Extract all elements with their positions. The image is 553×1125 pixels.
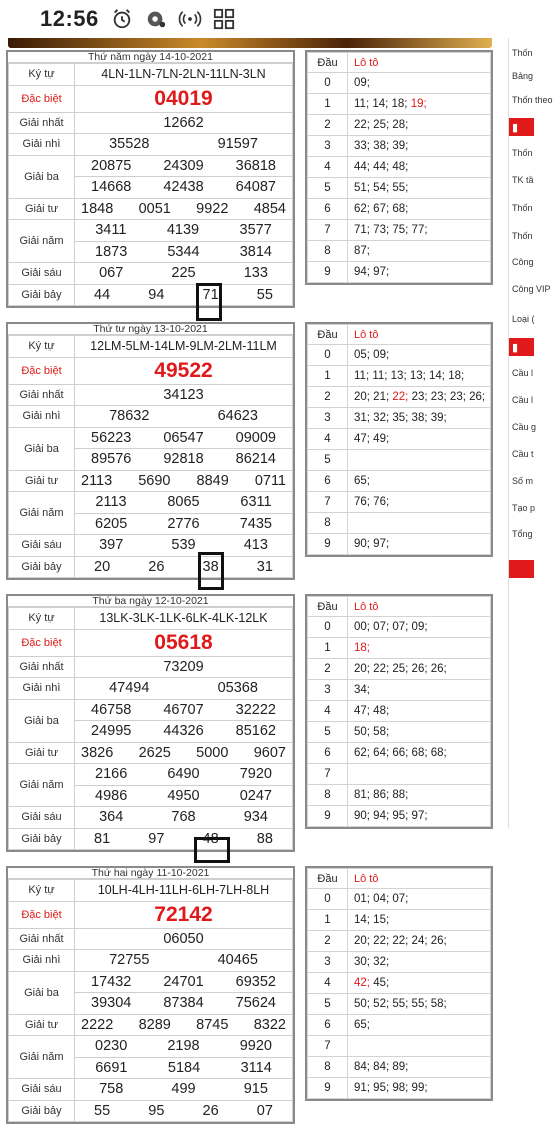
seventh-prize: 38	[202, 558, 219, 575]
fourth-prize: 5690	[138, 472, 171, 489]
dau-digit: 4	[308, 429, 348, 450]
label-giai-nhat: Giải nhất	[9, 656, 75, 678]
loto-numbers: 50; 58;	[354, 726, 390, 738]
third-prize: 17432	[91, 973, 132, 990]
dau-digit: 1	[308, 910, 348, 931]
second-prize: 72755	[109, 952, 150, 969]
dau-digit: 0	[308, 889, 348, 910]
first-prize: 06050	[75, 928, 293, 950]
fifth-prize: 6490	[167, 766, 200, 783]
seventh-prize: 81	[94, 830, 111, 847]
dau-digit: 5	[308, 994, 348, 1015]
third-prize: 14668	[91, 179, 132, 196]
sidebar-link[interactable]: Cầu g	[512, 422, 537, 432]
fifth-prize: 3814	[239, 243, 272, 260]
second-prize: 78632	[109, 408, 150, 425]
loto-numbers: 23; 23; 23; 26;	[408, 391, 486, 403]
users-icon	[509, 560, 534, 578]
seventh-prize: 97	[148, 830, 165, 847]
loto-numbers: 20; 21;	[354, 391, 393, 403]
seventh-prize: 26	[148, 558, 165, 575]
loto-header: Lô tô	[348, 869, 491, 889]
loto-numbers: 71; 73; 75; 77;	[354, 224, 428, 236]
fifth-prize: 6205	[95, 515, 128, 532]
dau-digit: 9	[308, 1078, 348, 1099]
seventh-prize: 20	[94, 558, 111, 575]
sixth-prize: 413	[243, 537, 268, 554]
loto-numbers: 00; 07; 07; 09;	[354, 621, 428, 633]
clock: 12:56	[40, 6, 99, 31]
fifth-prize: 6311	[240, 494, 272, 511]
alarm-icon	[111, 8, 133, 30]
sidebar-link[interactable]: TK tầ	[512, 175, 534, 185]
loto-numbers: 11; 11; 13; 13; 14; 18;	[354, 370, 465, 382]
label-giai-nhi: Giải nhì	[9, 134, 75, 156]
special-prize: 72142	[75, 901, 293, 928]
dau-digit: 7	[308, 492, 348, 513]
highlight-box	[194, 837, 230, 863]
third-prize: 46707	[163, 701, 204, 718]
loto-numbers: 05; 09;	[354, 349, 390, 361]
special-prize: 04019	[75, 85, 293, 112]
dau-digit: 0	[308, 73, 348, 94]
dau-digit: 2	[308, 931, 348, 952]
dau-digit: 2	[308, 115, 348, 136]
second-prize: 91597	[217, 136, 258, 153]
third-prize: 64087	[235, 179, 276, 196]
loto-numbers: 62; 67; 68;	[354, 203, 409, 215]
seventh-prize: 26	[202, 1102, 219, 1119]
loto-numbers: 22; 25; 28;	[354, 119, 409, 131]
loto-numbers: 76; 76;	[354, 496, 390, 508]
dau-digit: 7	[308, 1036, 348, 1057]
label-giai-ba: Giải ba	[9, 699, 75, 742]
result-table	[6, 322, 295, 580]
first-prize: 34123	[75, 384, 293, 406]
label-giai-sau: Giải sáu	[9, 535, 75, 557]
ky-tu-value: 10LH-4LH-11LH-6LH-7LH-8LH	[75, 880, 293, 902]
dau-digit: 0	[308, 345, 348, 366]
second-prize: 64623	[217, 408, 258, 425]
sidebar-link[interactable]: Loại (	[512, 314, 535, 324]
first-prize: 12662	[75, 112, 293, 134]
loto-numbers: 11; 14; 18;	[354, 98, 411, 110]
third-prize: 87384	[163, 995, 204, 1012]
sidebar-link[interactable]: Công	[512, 257, 534, 267]
label-giai-bay: Giải bảy	[9, 1100, 75, 1122]
dau-digit: 3	[308, 952, 348, 973]
label-dac-biet: Đặc biệt	[9, 85, 75, 112]
dau-digit: 4	[308, 973, 348, 994]
dau-header: Đầu	[308, 53, 348, 73]
seventh-prize: 95	[148, 1102, 165, 1119]
sidebar-link[interactable]: Cầu l	[512, 395, 534, 405]
label-dac-biet: Đặc biệt	[9, 901, 75, 928]
dau-digit: 9	[308, 806, 348, 827]
label-ky-tu: Ký tự	[9, 336, 75, 358]
label-giai-sau: Giải sáu	[9, 807, 75, 829]
sixth-prize: 364	[99, 809, 124, 826]
fourth-prize: 0051	[138, 200, 171, 217]
second-prize: 47494	[109, 680, 150, 697]
label-giai-ba: Giải ba	[9, 971, 75, 1014]
dau-digit: 6	[308, 743, 348, 764]
loto-table	[305, 866, 493, 1101]
fifth-prize: 5344	[167, 243, 200, 260]
sixth-prize: 133	[243, 265, 268, 282]
seventh-prize: 48	[202, 830, 219, 847]
fifth-prize: 2166	[95, 766, 128, 783]
third-prize: 20875	[91, 157, 132, 174]
sidebar-menu	[508, 38, 553, 828]
ky-tu-value: 13LK-3LK-1LK-6LK-4LK-12LK	[75, 608, 293, 630]
dau-digit: 8	[308, 785, 348, 806]
highlight-box	[196, 283, 222, 321]
dau-header: Đầu	[308, 325, 348, 345]
dau-header: Đầu	[308, 869, 348, 889]
loto-numbers: 50; 52; 55; 55; 58;	[354, 998, 447, 1010]
label-giai-nhat: Giải nhất	[9, 928, 75, 950]
sidebar-section-header	[509, 338, 534, 356]
sixth-prize: 915	[243, 1081, 268, 1098]
loto-numbers: 65;	[354, 475, 370, 487]
seventh-prize: 31	[256, 558, 273, 575]
dau-digit: 5	[308, 722, 348, 743]
dau-digit: 0	[308, 617, 348, 638]
ky-tu-value: 4LN-1LN-7LN-2LN-11LN-3LN	[75, 64, 293, 86]
label-giai-bay: Giải bảy	[9, 284, 75, 306]
sixth-prize: 768	[171, 809, 196, 826]
label-giai-nhi: Giải nhì	[9, 950, 75, 972]
dau-digit: 1	[308, 366, 348, 387]
first-prize: 73209	[75, 656, 293, 678]
dau-digit: 4	[308, 701, 348, 722]
draw-date: Thứ hai ngày 11-10-2021	[8, 868, 293, 879]
seventh-prize: 55	[94, 1102, 111, 1119]
dau-digit: 6	[308, 199, 348, 220]
third-prize: 69352	[235, 973, 276, 990]
draw-date: Thứ năm ngày 14-10-2021	[8, 52, 293, 63]
fifth-prize: 4986	[95, 787, 128, 804]
seventh-prize: 71	[202, 286, 219, 303]
loto-numbers: 81; 86; 88;	[354, 789, 409, 801]
sidebar-link[interactable]: Cầu l	[512, 368, 534, 378]
seventh-prize: 07	[256, 1102, 273, 1119]
fifth-prize: 3577	[239, 222, 272, 239]
seventh-prize: 88	[256, 830, 273, 847]
sidebar-link[interactable]: Thốn	[512, 203, 533, 213]
chart-icon: ▮	[512, 122, 519, 134]
special-prize: 05618	[75, 629, 293, 656]
sidebar-link[interactable]: Bảng	[512, 71, 534, 81]
dau-digit: 9	[308, 534, 348, 555]
loto-numbers: 87;	[354, 245, 370, 257]
loto-numbers: 42;	[354, 977, 370, 989]
fourth-prize: 0711	[254, 472, 286, 489]
fifth-prize: 4139	[166, 222, 200, 239]
fifth-prize: 9920	[239, 1038, 272, 1055]
loto-table	[305, 594, 493, 829]
label-giai-tu: Giải tư	[9, 198, 75, 220]
third-prize: 75624	[235, 995, 276, 1012]
dau-header: Đầu	[308, 597, 348, 617]
label-giai-nhat: Giải nhất	[9, 384, 75, 406]
dau-digit: 3	[308, 408, 348, 429]
label-giai-bay: Giải bảy	[9, 556, 75, 578]
dau-digit: 1	[308, 94, 348, 115]
fourth-prize: 4854	[253, 200, 286, 217]
loto-numbers: 19;	[410, 98, 427, 110]
dau-digit: 5	[308, 450, 348, 471]
ky-tu-value: 12LM-5LM-14LM-9LM-2LM-11LM	[75, 336, 293, 358]
dau-digit: 3	[308, 680, 348, 701]
draw-date: Thứ ba ngày 12-10-2021	[8, 596, 293, 607]
label-ky-tu: Ký tự	[9, 64, 75, 86]
loto-header: Lô tô	[348, 325, 491, 345]
sidebar-link[interactable]: Thốn	[512, 148, 533, 158]
dau-digit: 6	[308, 1015, 348, 1036]
fourth-prize: 9607	[253, 744, 286, 761]
fourth-prize: 9922	[196, 200, 229, 217]
fourth-prize: 1848	[81, 200, 114, 217]
label-giai-nam: Giải năm	[9, 1036, 75, 1079]
seventh-prize: 44	[94, 286, 111, 303]
loto-header: Lô tô	[348, 53, 491, 73]
third-prize: 24701	[163, 973, 204, 990]
label-giai-nam: Giải năm	[9, 492, 75, 535]
sidebar-link[interactable]: Tổng	[512, 529, 533, 539]
loto-numbers: 47; 49;	[354, 433, 390, 445]
dau-digit: 2	[308, 659, 348, 680]
fifth-prize: 5184	[167, 1059, 201, 1076]
third-prize: 36818	[235, 157, 276, 174]
label-giai-ba: Giải ba	[9, 427, 75, 470]
draw-date: Thứ tư ngày 13-10-2021	[8, 324, 293, 335]
seventh-prize: 55	[256, 286, 273, 303]
loto-numbers: 44; 44; 48;	[354, 161, 409, 173]
label-ky-tu: Ký tự	[9, 880, 75, 902]
fifth-prize: 3411	[95, 222, 127, 239]
label-giai-tu: Giải tư	[9, 742, 75, 764]
third-prize: 24309	[163, 157, 204, 174]
third-prize: 09009	[235, 429, 276, 446]
hotspot-icon	[179, 8, 201, 30]
third-prize: 42438	[163, 179, 204, 196]
loto-numbers: 90; 97;	[354, 538, 390, 550]
dau-digit: 3	[308, 136, 348, 157]
seventh-prize: 94	[148, 286, 165, 303]
loto-numbers: 01; 04; 07;	[354, 893, 409, 905]
fifth-prize: 2113	[95, 494, 127, 511]
fifth-prize: 2776	[167, 515, 200, 532]
loto-numbers: 62; 64; 66; 68; 68;	[354, 747, 447, 759]
third-prize: 56223	[91, 429, 132, 446]
label-dac-biet: Đặc biệt	[9, 629, 75, 656]
highlight-box	[198, 552, 224, 590]
loto-numbers: 09;	[354, 77, 370, 89]
loto-numbers: 90; 94; 95; 97;	[354, 810, 428, 822]
loto-numbers: 91; 95; 98; 99;	[354, 1082, 428, 1094]
dau-digit: 8	[308, 1057, 348, 1078]
dau-digit: 4	[308, 157, 348, 178]
fourth-prize: 8745	[196, 1016, 229, 1033]
sidebar-link[interactable]: Công VIP	[512, 284, 551, 294]
loto-numbers: 47; 48;	[354, 705, 390, 717]
loto-numbers: 84; 84; 89;	[354, 1061, 409, 1073]
fifth-prize: 4950	[167, 787, 200, 804]
sixth-prize: 499	[171, 1081, 196, 1098]
fifth-prize: 7435	[239, 515, 272, 532]
third-prize: 32222	[235, 701, 276, 718]
label-giai-tu: Giải tư	[9, 1014, 75, 1036]
sync-icon	[145, 8, 167, 30]
loto-numbers: 51; 54; 55;	[354, 182, 409, 194]
sidebar-link[interactable]: Cầu t	[512, 449, 534, 459]
label-giai-nhat: Giải nhất	[9, 112, 75, 134]
fifth-prize: 1873	[95, 243, 128, 260]
dau-digit: 8	[308, 513, 348, 534]
chart-icon: ▮	[512, 342, 519, 354]
third-prize: 86214	[235, 451, 276, 468]
fifth-prize: 7920	[239, 766, 272, 783]
label-giai-nhi: Giải nhì	[9, 678, 75, 700]
fifth-prize: 0230	[95, 1038, 128, 1055]
dau-digit: 2	[308, 387, 348, 408]
fourth-prize: 2113	[81, 472, 113, 489]
dau-digit: 9	[308, 262, 348, 283]
loto-numbers: 65;	[354, 1019, 370, 1031]
loto-numbers: 30; 32;	[354, 956, 390, 968]
label-giai-bay: Giải bảy	[9, 828, 75, 850]
label-giai-sau: Giải sáu	[9, 1079, 75, 1101]
sidebar-link[interactable]: Thốn theo	[512, 95, 553, 105]
label-ky-tu: Ký tự	[9, 608, 75, 630]
dau-digit: 6	[308, 471, 348, 492]
result-table	[6, 50, 295, 308]
fifth-prize: 6691	[95, 1059, 128, 1076]
third-prize: 92818	[163, 451, 204, 468]
label-giai-tu: Giải tư	[9, 470, 75, 492]
top-banner	[8, 38, 492, 48]
label-giai-sau: Giải sáu	[9, 263, 75, 285]
sidebar-link[interactable]: Số m	[512, 476, 534, 486]
fourth-prize: 3826	[81, 744, 114, 761]
sixth-prize: 225	[171, 265, 196, 282]
second-prize: 35528	[109, 136, 150, 153]
fourth-prize: 8849	[196, 472, 229, 489]
third-prize: 46758	[91, 701, 132, 718]
dau-digit: 7	[308, 764, 348, 785]
status-bar	[0, 0, 533, 38]
sidebar-link[interactable]: Thốn	[512, 48, 533, 58]
fifth-prize: 8065	[167, 494, 200, 511]
fourth-prize: 2625	[138, 744, 171, 761]
second-prize: 40465	[217, 952, 258, 969]
loto-numbers: 33; 38; 39;	[354, 140, 409, 152]
apps-grid-icon	[213, 8, 235, 30]
third-prize: 06547	[163, 429, 204, 446]
sidebar-link[interactable]: Thốn	[512, 231, 533, 241]
sixth-prize: 397	[99, 537, 124, 554]
loto-numbers: 31; 32; 35; 38; 39;	[354, 412, 447, 424]
label-giai-nam: Giải năm	[9, 220, 75, 263]
sidebar-section-header	[509, 118, 534, 136]
label-giai-ba: Giải ba	[9, 155, 75, 198]
sixth-prize: 067	[99, 265, 124, 282]
sixth-prize: 758	[99, 1081, 124, 1098]
fourth-prize: 5000	[196, 744, 229, 761]
sixth-prize: 539	[171, 537, 196, 554]
loto-numbers: 14; 15;	[354, 914, 390, 926]
loto-numbers: 94; 97;	[354, 266, 390, 278]
sixth-prize: 934	[243, 809, 268, 826]
loto-numbers: 20; 22; 25; 26; 26;	[354, 663, 447, 675]
third-prize: 39304	[91, 995, 132, 1012]
sidebar-link[interactable]: Tạo p	[512, 503, 536, 513]
loto-table	[305, 322, 493, 557]
special-prize: 49522	[75, 357, 293, 384]
loto-numbers: 18;	[354, 642, 370, 654]
label-giai-nhi: Giải nhì	[9, 406, 75, 428]
label-dac-biet: Đặc biệt	[9, 357, 75, 384]
result-table	[6, 866, 295, 1124]
third-prize: 44326	[163, 723, 204, 740]
fourth-prize: 2222	[81, 1016, 114, 1033]
loto-table	[305, 50, 493, 285]
dau-digit: 8	[308, 241, 348, 262]
third-prize: 24995	[91, 723, 132, 740]
fourth-prize: 8322	[253, 1016, 286, 1033]
fifth-prize: 0247	[239, 787, 272, 804]
label-giai-nam: Giải năm	[9, 764, 75, 807]
dau-digit: 5	[308, 178, 348, 199]
fifth-prize: 2198	[167, 1038, 200, 1055]
loto-numbers: 34;	[354, 684, 370, 696]
loto-numbers: 45;	[370, 977, 390, 989]
dau-digit: 1	[308, 638, 348, 659]
fifth-prize: 3114	[240, 1059, 272, 1076]
loto-numbers: 22;	[392, 391, 409, 403]
dau-digit: 7	[308, 220, 348, 241]
third-prize: 89576	[91, 451, 132, 468]
fourth-prize: 8289	[138, 1016, 171, 1033]
loto-numbers: 20; 22; 22; 24; 26;	[354, 935, 447, 947]
loto-header: Lô tô	[348, 597, 491, 617]
result-table	[6, 594, 295, 852]
second-prize: 05368	[217, 680, 258, 697]
third-prize: 85162	[235, 723, 276, 740]
